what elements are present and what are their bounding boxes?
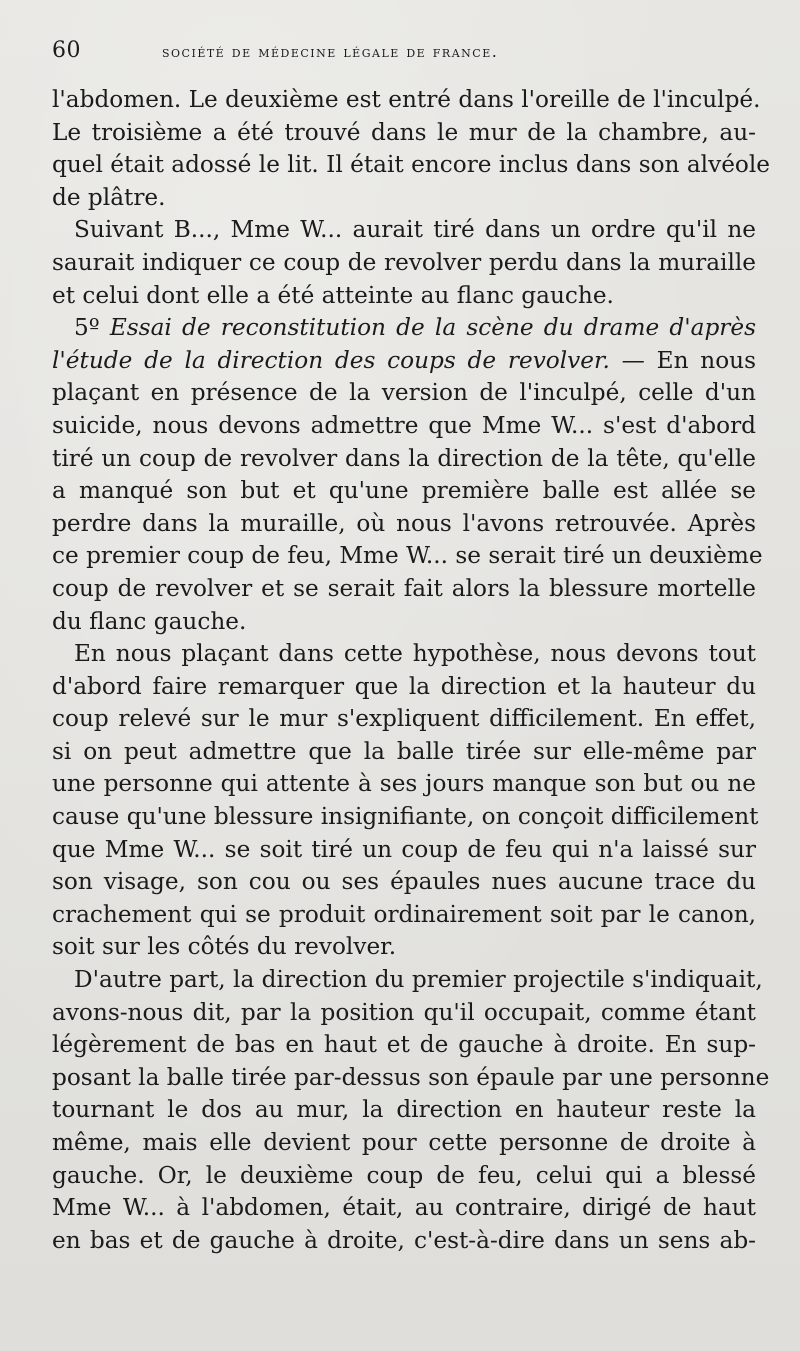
text-line: du flanc gauche. [52,607,247,635]
text-line: crachement qui se produit ordinairement soit par le canon, [52,900,756,928]
text-line: tiré un coup de revolver dans la direction de la tête, qu'elle [52,444,756,472]
section-heading-italic-1: Essai de reconstitution de la scène du drame d'après [109,314,756,342]
paragraph-3-section [52,312,763,638]
section-number: 5º [74,314,100,342]
text-line: suicide, nous devons admettre que Mme W... s'est d'abord [52,411,756,439]
section-heading-line [52,312,756,345]
text-line: D'autre part, la direction du premier projectile s'indiquait, [74,966,763,994]
text-line: de plâtre. [52,183,166,211]
running-title: société de médecine légale de france. [162,42,499,61]
text-line: Le troisième a été trouvé dans le mur de la chambre, au- [52,118,756,146]
text-line: même, mais elle devient pour cette personne de droite à [52,1129,756,1156]
paragraph-2 [52,214,756,312]
section-heading-italic-2: l'étude de la direction des coups de revolver. [52,346,610,374]
text-line: En nous plaçant dans cette hypothèse, nous devons tout [74,640,756,668]
text-line: a manqué son but et qu'une première balle est allée se [52,477,756,505]
text-line: Mme W... à l'abdomen, était, au contraire, dirigé de haut [52,1194,756,1222]
text-line: si on peut admettre que la balle tirée sur elle-même par [52,737,756,765]
text-line: soit sur les côtés du revolver. [52,933,397,961]
text-line: ce premier coup de feu, Mme W... se serait tiré un deuxième [52,542,763,570]
text-line: perdre dans la muraille, où nous l'avons retrouvée. Après [52,509,756,537]
text-line: tournant le dos au mur, la direction en hauteur reste la [52,1096,756,1124]
text-line: l'abdomen. Le deuxième est entré dans l'oreille de l'inculpé. [52,86,761,113]
text-line: coup de revolver et se serait fait alors la blessure mortelle [52,574,756,602]
text-line: que Mme W... se soit tiré un coup de feu qui n'a laissé sur [52,835,756,863]
text-line: en bas et de gauche à droite, c'est-à-dire dans un sens ab- [52,1226,756,1254]
text-line: et celui dont elle a été atteinte au flanc gauche. [52,281,614,309]
text-line: d'abord faire remarquer que la direction et la hauteur du [52,672,756,700]
text-line: coup relevé sur le mur s'expliquent difficilement. En effet, [52,705,756,733]
text-line: cause qu'une blessure insignifiante, on conçoit difficilement [52,803,759,831]
text-line: Suivant B..., Mme W... aurait tiré dans un ordre qu'il ne [74,216,756,244]
text-line: posant la balle tirée par-dessus son épaule par une personne [52,1063,770,1091]
text-line: quel était adossé le lit. Il était encore inclus dans son alvéole [52,151,771,179]
body-text [52,84,771,1257]
text-line: saurait indiquer ce coup de revolver perdu dans la muraille [52,248,756,276]
text-line: une personne qui attente à ses jours manque son but ou ne [52,770,756,798]
text-line: avons-nous dit, par la position qu'il occupait, comme étant [52,998,756,1026]
section-heading-tail: — En nous [609,346,757,374]
text-line: légèrement de bas en haut et de gauche à droite. En sup- [52,1031,756,1059]
paragraph-5 [52,964,770,1257]
paragraph-4 [52,638,759,964]
page-number: 60 [52,38,81,63]
text-line: plaçant en présence de la version de l'inculpé, celle d'un [52,379,756,407]
text-line: son visage, son cou ou ses épaules nues aucune trace du [52,868,756,896]
paragraph-1 [52,84,771,214]
section-heading-line [52,345,756,378]
running-head [52,38,756,78]
text-line: gauche. Or, le deuxième coup de feu, celui qui a blessé [52,1161,756,1189]
